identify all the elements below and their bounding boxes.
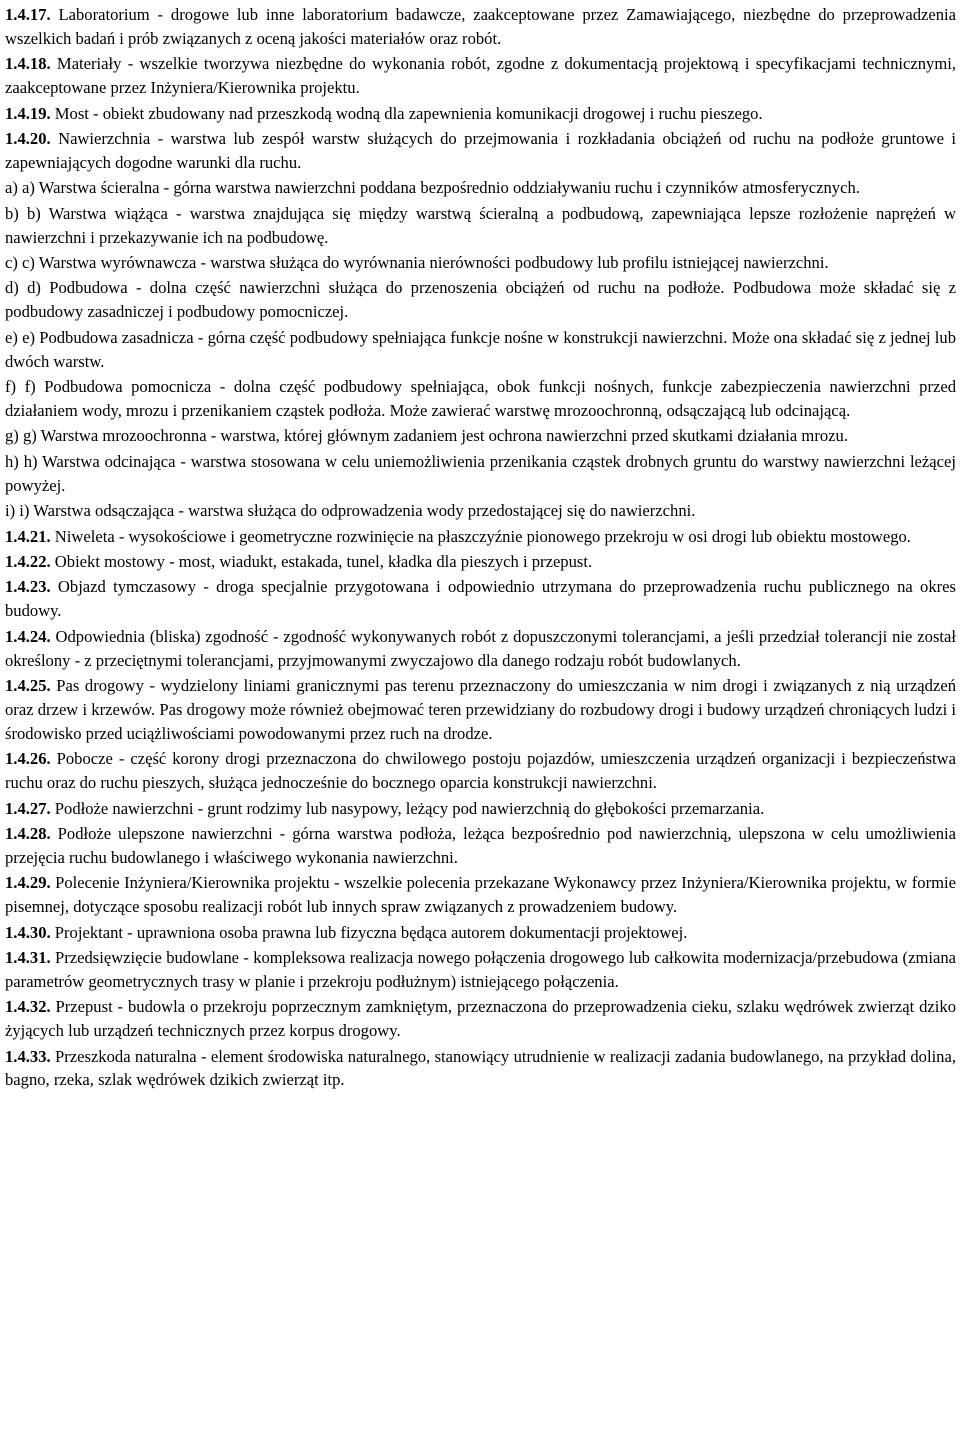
definition-number: 1.4.33.: [5, 1046, 51, 1066]
definition-number: 1.4.22.: [5, 551, 51, 571]
definition-1-4-17: [5, 3, 956, 51]
definition-text: Laboratorium - drogowe lub inne laboratorium badawcze, zaakceptowane przez Zamawiającego, niezbędne do przeprowadzenia wszelkich badań i prób związanych z oceną jakości materiałów oraz robót.: [5, 5, 956, 48]
definition-number: 1.4.17.: [5, 5, 51, 24]
definition-1-4-32: [5, 995, 956, 1043]
subitem-e: [5, 326, 956, 374]
definition-text: Przeszkoda naturalna - element środowiska naturalnego, stanowiący utrudnienie w realizacji zadania budowlanego, na przykład dolina, bagno, rzeka, szlak wędrówek dzikich zwierząt itp.: [5, 1046, 956, 1090]
definition-1-4-29: [5, 871, 956, 919]
definition-1-4-31: [5, 946, 956, 994]
subitem-text: Warstwa wyrównawcza - warstwa służąca do wyrównania nierówności podbudowy lub profilu istniejącej nawierzchni.: [34, 253, 829, 273]
definition-number: 1.4.18.: [5, 54, 51, 74]
definition-number: 1.4.19.: [5, 103, 51, 123]
subitem-f: [5, 375, 956, 423]
definition-number: 1.4.29.: [5, 873, 51, 893]
subitem-label: h) h): [5, 451, 38, 471]
definition-1-4-30: [5, 921, 956, 945]
subitem-h: [5, 450, 956, 498]
subitem-a: [5, 176, 956, 200]
definition-number: 1.4.21.: [5, 526, 51, 546]
subitem-text: Warstwa odcinająca - warstwa stosowana w celu uniemożliwienia przenikania cząstek drobnych gruntu do warstwy nawierzchni leżącej powyżej.: [5, 451, 956, 495]
definition-text: Odpowiednia (bliska) zgodność - zgodność wykonywanych robót z dopuszczonymi tolerancjami, a jeśli przedział tolerancji nie został określony - z przeciętnymi tolerancjami, przyjmowanymi zwyczajowo dla danego rodzaju robót budowlanych.: [5, 626, 956, 670]
subitem-label: b) b): [5, 203, 41, 223]
subitem-label: a) a): [5, 178, 35, 198]
definition-1-4-18: [5, 52, 956, 100]
subitem-b: [5, 202, 956, 250]
subitem-text: Warstwa odsączająca - warstwa służąca do odprowadzenia wody przedostającej się do nawierzchni.: [29, 501, 696, 521]
definition-text: Polecenie Inżyniera/Kierownika projektu - wszelkie polecenia przekazane Wykonawcy przez Inżyniera/Kierownika projektu, w formie pisemnej, dotyczące sposobu realizacji robót lub innych spraw związanych z prowadzeniem budowy.: [5, 873, 956, 917]
definition-1-4-25: [5, 674, 956, 746]
definition-number: 1.4.32.: [5, 997, 51, 1017]
subitem-text: Podbudowa pomocnicza - dolna część podbudowy spełniająca, obok funkcji nośnych, funkcje zabezpieczenia nawierzchni przed działaniem wody, mrozu i przenikaniem cząstek podłoża. Może zawierać warstwę mrozoochronną, odsączającą lub odcinającą.: [5, 377, 956, 420]
definition-text: Podłoże ulepszone nawierzchni - górna warstwa podłoża, leżąca bezpośrednio pod nawierzchnią, ulepszona w celu umożliwienia przejęcia ruchu budowlanego i właściwego wykonania nawierzchni.: [5, 823, 956, 867]
definition-number: 1.4.26.: [5, 749, 51, 769]
definition-1-4-28: [5, 822, 956, 870]
subitem-label: i) i): [5, 501, 30, 521]
definition-1-4-24: [5, 625, 956, 673]
definition-number: 1.4.23.: [5, 577, 51, 597]
definition-text: Objazd tymczasowy - droga specjalnie przygotowana i odpowiednio utrzymana do przeprowadzenia ruchu publicznego na okres budowy.: [5, 577, 956, 621]
definition-number: 1.4.20.: [5, 129, 51, 149]
definition-1-4-33: [5, 1045, 956, 1093]
subitem-label: d) d): [5, 278, 41, 298]
definition-text: Przedsięwzięcie budowlane - kompleksowa realizacja nowego połączenia drogowego lub całkowita modernizacja/przebudowa (zmiana parametrów geometrycznych trasy w planie i przekroju podłużnym) istniejącego połączenia.: [5, 947, 956, 991]
definition-text: Pobocze - część korony drogi przeznaczona do chwilowego postoju pojazdów, umieszczenia urządzeń organizacji i bezpieczeństwa ruchu oraz do ruchu pieszych, służąca jednocześnie do bocznego oparcia konstrukcji nawierzchni.: [5, 749, 956, 793]
subitem-label: f) f): [5, 377, 36, 397]
subitem-label: e) e): [5, 327, 35, 347]
definition-number: 1.4.27.: [5, 798, 51, 818]
definition-1-4-26: [5, 747, 956, 795]
definition-1-4-19: [5, 102, 956, 126]
subitem-text: Warstwa ścieralna - górna warstwa nawierzchni poddana bezpośrednio oddziaływaniu ruchu i czynników atmosferycznych.: [34, 178, 860, 198]
subitem-text: Warstwa mrozoochronna - warstwa, której głównym zadaniem jest ochrona nawierzchni przed skutkami działania mrozu.: [36, 426, 848, 446]
subitem-text: Podbudowa - dolna część nawierzchni służąca do przenoszenia obciążeń od ruchu na podłoże. Podbudowa może składać się z podbudowy zasadniczej i podbudowy pomocniczej.: [5, 278, 956, 322]
subitem-d: [5, 276, 956, 324]
subitem-g: [5, 424, 956, 448]
subitem-label: g) g): [5, 426, 37, 446]
definition-text: Materiały - wszelkie tworzywa niezbędne do wykonania robót, zgodne z dokumentacją projektową i specyfikacjami technicznymi, zaakceptowane przez Inżyniera/Kierownika projektu.: [5, 54, 956, 98]
definition-1-4-22: [5, 550, 956, 574]
definition-number: 1.4.28.: [5, 823, 51, 843]
subitem-text: Warstwa wiążąca - warstwa znajdująca się między warstwą ścieralną a podbudową, zapewniająca lepsze rozłożenie naprężeń w nawierzchni i przekazywanie ich na podbudowę.: [5, 203, 956, 247]
definition-text: Podłoże nawierzchni - grunt rodzimy lub nasypowy, leżący pod nawierzchnią do głębokości przemarzania.: [50, 798, 765, 818]
definition-1-4-27: [5, 797, 956, 821]
definition-text: Pas drogowy - wydzielony liniami granicznymi pas terenu przeznaczony do umieszczania w nim drogi i związanych z nią urządzeń oraz drzew i krzewów. Pas drogowy może również obejmować teren przewidziany do rozbudowy drogi i budowy urządzeń chroniących ludzi i środowisko przed uciążliwościami powodowanymi przez ruch na drodze.: [5, 675, 956, 743]
definition-text: Przepust - budowla o przekroju poprzecznym zamkniętym, przeznaczona do przeprowadzenia cieku, szlaku wędrówek zwierząt dziko żyjących lub urządzeń technicznych przez korpus drogowy.: [5, 997, 956, 1041]
subitem-c: [5, 251, 956, 275]
definition-1-4-23: [5, 575, 956, 623]
subitem-text: Podbudowa zasadnicza - górna część podbudowy spełniająca funkcje nośne w konstrukcji nawierzchni. Może ona składać się z jednej lub dwóch warstw.: [5, 327, 956, 371]
definition-text: Obiekt mostowy - most, wiadukt, estakada, tunel, kładka dla pieszych i przepust.: [50, 551, 593, 571]
definition-number: 1.4.31.: [5, 947, 51, 967]
definition-text: Nawierzchnia - warstwa lub zespół warstw służących do przejmowania i rozkładania obciążeń od ruchu na podłoże gruntowe i zapewniających dogodne warunki dla ruchu.: [5, 129, 956, 172]
definition-1-4-21: [5, 525, 956, 549]
definition-1-4-20: [5, 127, 956, 175]
definition-text: Projektant - uprawniona osoba prawna lub fizyczna będąca autorem dokumentacji projektowej.: [50, 922, 688, 942]
definition-number: 1.4.24.: [5, 626, 51, 646]
definition-number: 1.4.25.: [5, 675, 51, 695]
definition-number: 1.4.30.: [5, 922, 51, 942]
definition-text: Most - obiekt zbudowany nad przeszkodą wodną dla zapewnienia komunikacji drogowej i ruchu pieszego.: [50, 103, 763, 123]
definition-text: Niweleta - wysokościowe i geometryczne rozwinięcie na płaszczyźnie pionowego przekroju w osi drogi lub obiektu mostowego.: [50, 526, 911, 546]
subitem-i: [5, 499, 956, 523]
subitem-label: c) c): [5, 253, 35, 273]
